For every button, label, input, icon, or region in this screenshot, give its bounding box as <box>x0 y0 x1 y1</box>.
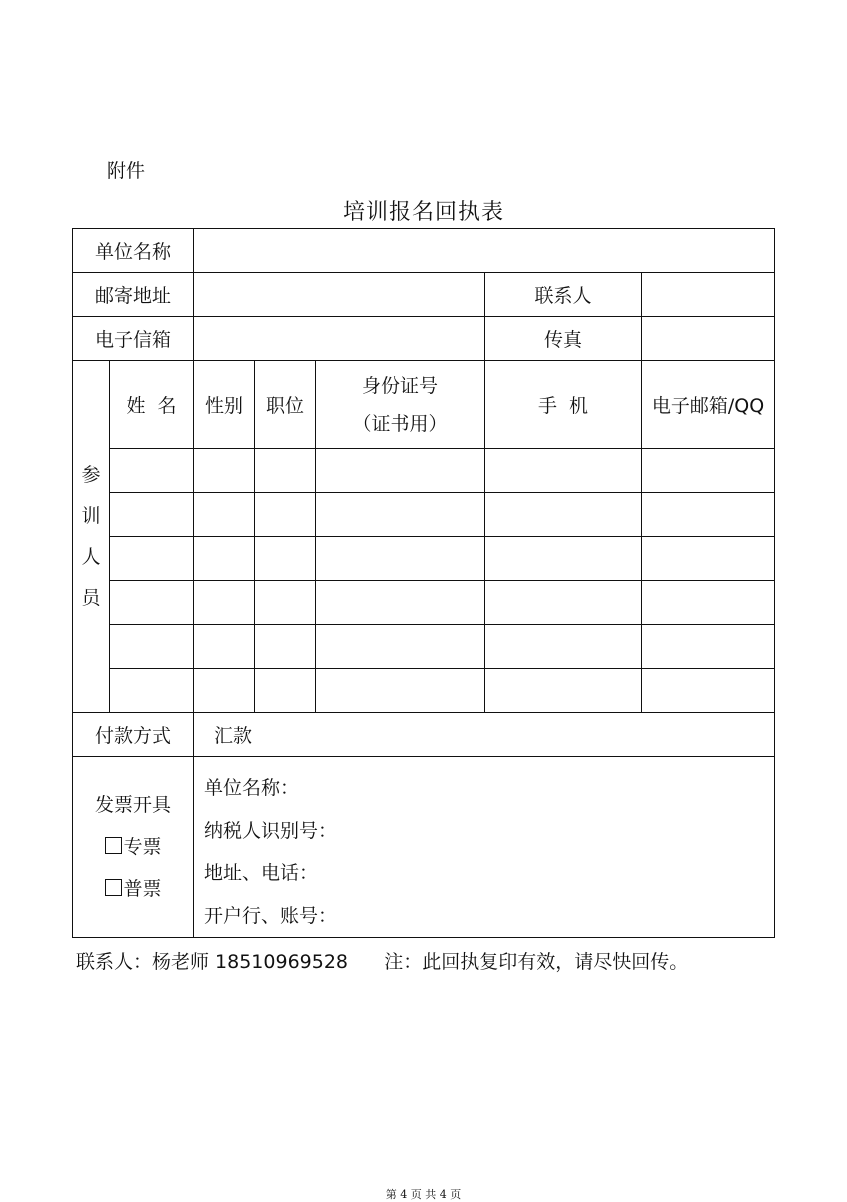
invoice-field-bank-account: 开户行、账号： <box>204 904 338 927</box>
form-title: 培训报名回执表 <box>342 200 504 225</box>
fax-input[interactable] <box>642 317 775 361</box>
contact-label: 联系人 <box>485 273 642 317</box>
fax-label: 传真 <box>485 317 642 361</box>
invoice-general-option[interactable]: 普票 <box>73 868 193 910</box>
col-position-header: 职位 <box>255 361 316 449</box>
email-label: 电子信箱 <box>73 317 194 361</box>
mail-address-label: 邮寄地址 <box>73 273 194 317</box>
participant-row <box>73 537 775 581</box>
unit-name-input[interactable] <box>194 229 775 273</box>
invoice-label: 发票开具 <box>95 794 172 816</box>
unit-name-label: 单位名称 <box>73 229 194 273</box>
participant-row <box>73 669 775 713</box>
invoice-fields[interactable] <box>194 757 775 938</box>
attachment-label: 附件 <box>107 160 146 182</box>
participant-row <box>73 625 775 669</box>
invoice-field-tax-id: 纳税人识别号： <box>204 819 338 842</box>
participant-row <box>73 581 775 625</box>
col-gender-header: 性别 <box>194 361 255 449</box>
footer-notice: 注：此回执复印有效，请尽快回传。 <box>384 951 689 973</box>
participant-row <box>73 449 775 493</box>
col-mobile-header: 手 机 <box>485 361 642 449</box>
registration-form-table <box>72 228 775 938</box>
invoice-field-unit-name: 单位名称： <box>204 777 300 799</box>
mail-address-input[interactable] <box>194 273 485 317</box>
footer-contact: 联系人：杨老师 18510969528 <box>76 951 349 973</box>
participant-row <box>73 493 775 537</box>
checkbox-general[interactable] <box>105 879 122 896</box>
payment-method-value: 汇款 <box>194 713 775 757</box>
payment-method-label: 付款方式 <box>73 713 194 757</box>
invoice-options <box>73 757 194 938</box>
col-name-header: 姓 名 <box>110 361 194 449</box>
contact-input[interactable] <box>642 273 775 317</box>
checkbox-special[interactable] <box>105 837 122 854</box>
footer-note <box>76 947 688 974</box>
participants-side-label: 参 训 人 员 <box>73 361 110 713</box>
invoice-field-address-phone: 地址、电话： <box>204 862 319 884</box>
col-id-header: 身份证号 （证书用） <box>316 361 485 449</box>
email-input[interactable] <box>194 317 485 361</box>
page-number: 第 4 页 共 4 页 <box>385 1188 462 1201</box>
invoice-special-option[interactable]: 专票 <box>73 826 193 868</box>
col-email-qq-header: 电子邮箱/QQ <box>642 361 775 449</box>
